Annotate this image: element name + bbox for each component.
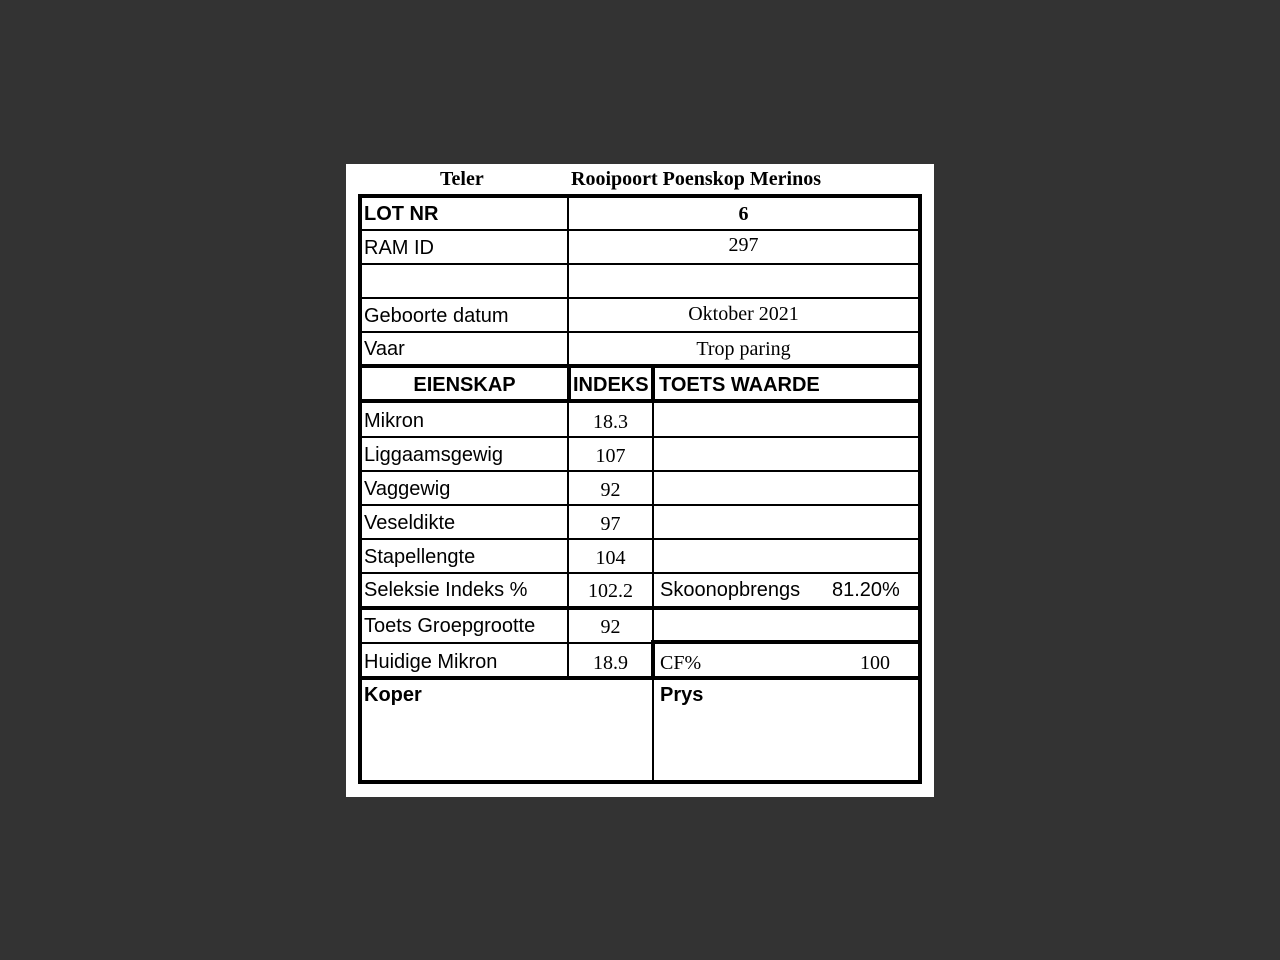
section-divider bbox=[362, 606, 918, 610]
row-divider bbox=[362, 436, 918, 438]
selection-index-label: Seleksie Indeks % bbox=[364, 579, 528, 601]
test-group-size-label: Toets Groepgrootte bbox=[364, 615, 536, 637]
grower-label: Teler bbox=[440, 168, 484, 190]
lot-sheet bbox=[346, 164, 934, 797]
ram-id-value: 297 bbox=[728, 234, 759, 256]
buyer-label: Koper bbox=[364, 684, 422, 706]
row-divider bbox=[362, 263, 918, 265]
row-divider bbox=[362, 331, 918, 333]
row-divider bbox=[362, 572, 918, 574]
birth-date-label: Geboorte datum bbox=[364, 305, 509, 327]
lot-label: LOT NR bbox=[364, 203, 439, 225]
col-divider bbox=[567, 364, 571, 403]
section-divider bbox=[362, 399, 918, 403]
row-divider bbox=[362, 470, 918, 472]
trait-index: 104 bbox=[595, 547, 626, 569]
trait-name: Liggaamsgewig bbox=[364, 444, 503, 466]
trait-header: EIENSKAP bbox=[413, 374, 516, 396]
grower-name: Rooipoort Poenskop Merinos bbox=[571, 168, 821, 190]
cf-value: 100 bbox=[860, 652, 890, 674]
section-divider bbox=[362, 676, 918, 680]
trait-index: 97 bbox=[600, 513, 621, 535]
lot-value: 6 bbox=[738, 203, 749, 225]
cf-label: CF% bbox=[660, 652, 702, 674]
price-label: Prys bbox=[660, 684, 704, 706]
col-divider bbox=[652, 680, 654, 780]
ram-id-label: RAM ID bbox=[364, 237, 434, 259]
cf-top-divider bbox=[652, 640, 918, 644]
selection-index-value: 102.2 bbox=[588, 580, 633, 602]
trait-name: Vaggewig bbox=[364, 478, 451, 500]
row-divider bbox=[362, 229, 918, 231]
index-header: INDEKS bbox=[573, 374, 649, 396]
birth-date-value: Oktober 2021 bbox=[688, 303, 799, 325]
current-micron-label: Huidige Mikron bbox=[364, 651, 498, 673]
sire-label: Vaar bbox=[364, 338, 405, 360]
section-divider bbox=[362, 364, 918, 368]
col-divider bbox=[652, 403, 654, 640]
trait-index: 107 bbox=[595, 445, 626, 467]
lot-table bbox=[358, 194, 922, 784]
row-divider bbox=[362, 538, 918, 540]
test-group-size-value: 92 bbox=[600, 616, 621, 638]
row-divider bbox=[362, 504, 918, 506]
current-micron-value: 18.9 bbox=[593, 652, 628, 674]
trait-index: 92 bbox=[600, 479, 621, 501]
clean-yield-value: 81.20% bbox=[832, 579, 900, 601]
trait-name: Mikron bbox=[364, 410, 425, 432]
trait-name: Veseldikte bbox=[364, 512, 456, 534]
test-value-header: TOETS WAARDE bbox=[659, 374, 820, 396]
sire-value: Trop paring bbox=[696, 338, 791, 360]
trait-name: Stapellengte bbox=[364, 546, 476, 568]
col-divider bbox=[651, 364, 655, 403]
trait-index: 18.3 bbox=[593, 411, 628, 433]
row-divider bbox=[362, 297, 918, 299]
clean-yield-label: Skoonopbrengs bbox=[660, 579, 801, 601]
